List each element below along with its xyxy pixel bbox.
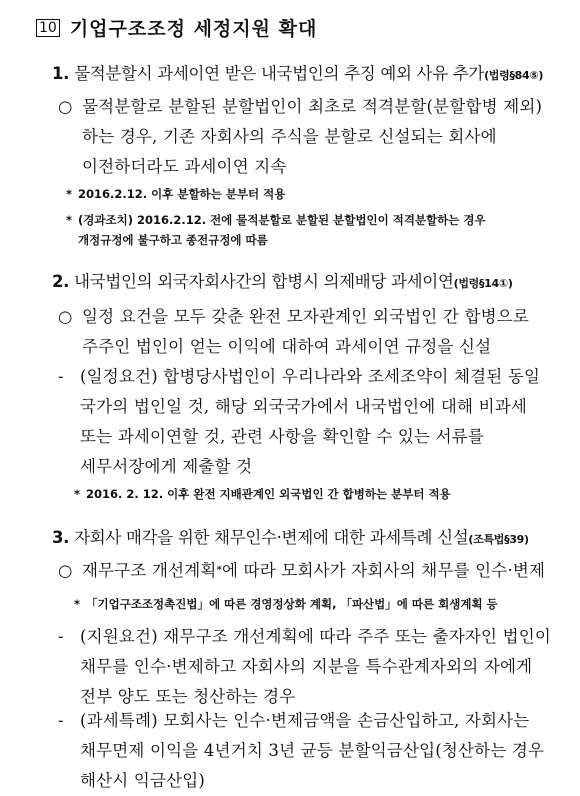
title-number-box: 10 bbox=[36, 19, 60, 37]
section-3-note bbox=[74, 594, 498, 614]
section-number: 2. bbox=[52, 272, 70, 291]
note-star: * bbox=[66, 213, 73, 227]
section-2-note bbox=[74, 484, 451, 504]
note-star: * bbox=[74, 597, 81, 611]
section-3-bullet bbox=[58, 556, 545, 586]
law-reference: (조특법§39) bbox=[468, 533, 529, 546]
section-1-heading bbox=[52, 60, 543, 84]
bullet-line: 이전하더라도 과세이연 지속 bbox=[82, 157, 287, 176]
dash-marker: - bbox=[58, 711, 64, 730]
section-number: 3. bbox=[52, 528, 70, 547]
dash-line: 해산시 익금산입) bbox=[80, 771, 206, 790]
section-2-dash bbox=[58, 362, 540, 482]
dash-line: 전부 양도 또는 청산하는 경우 bbox=[80, 687, 296, 706]
bullet-marker: ○ bbox=[58, 307, 73, 326]
dash-marker: - bbox=[58, 627, 64, 646]
section-1-note-1 bbox=[66, 184, 285, 204]
dash-line: (과세특례) 모회사는 인수·변제금액을 손금산입하고, 자회사는 bbox=[80, 711, 530, 730]
section-2-bullet bbox=[58, 302, 529, 362]
dash-line: (지원요건) 재무구조 개선계획에 따라 주주 또는 출자자인 법인이 bbox=[80, 627, 552, 646]
section-3-dash-2 bbox=[58, 706, 544, 796]
section-2-heading bbox=[52, 268, 513, 292]
dash-line: (일정요건) 합병당사법인이 우리나라와 조세조약이 체결된 동일 bbox=[80, 367, 541, 386]
note-text: 2016. 2. 12. 이후 완전 지배관계인 외국법인 간 합병하는 분부터 적용 bbox=[86, 487, 451, 501]
dash-line: 채무면제 이익을 4년거치 3년 균등 분할익금산입(청산하는 경우 bbox=[80, 741, 545, 760]
section-heading-text: 자회사 매각을 위한 채무인수·변제에 대한 과세특례 신설 bbox=[74, 528, 469, 547]
bullet-text-pre: 재무구조 개선계획 bbox=[82, 561, 217, 580]
bullet-line bbox=[58, 556, 545, 586]
note-star: * bbox=[74, 487, 81, 501]
section-heading-text: 물적분할시 과세이연 받은 내국법인의 추징 예외 사유 추가 bbox=[74, 64, 485, 83]
footnote-asterisk: * bbox=[216, 565, 222, 576]
bullet-line: 물적분할로 분할된 분할법인이 최초로 적격분할(분할합병 제외) bbox=[82, 97, 543, 116]
section-1-bullet bbox=[58, 92, 542, 182]
section-1-note-2 bbox=[66, 210, 486, 250]
dash-line: 또는 과세이연할 것, 관련 사항을 확인할 수 있는 서류를 bbox=[80, 427, 485, 446]
law-reference: (법령§14①) bbox=[453, 277, 513, 290]
dash-marker: - bbox=[58, 367, 64, 386]
note-text-continued: 개정규정에 불구하고 종전규정에 따름 bbox=[78, 233, 268, 247]
section-number: 1. bbox=[52, 64, 70, 83]
bullet-text-post: 에 따라 모회사가 자회사의 채무를 인수·변제 bbox=[222, 561, 546, 580]
section-3-dash-1 bbox=[58, 622, 551, 712]
note-text: 「기업구조조정촉진법」에 따른 경영정상화 계획, 「파산법」에 따른 회생계획 등 bbox=[86, 597, 498, 611]
section-heading-text: 내국법인의 외국자회사간의 합병시 의제배당 과세이연 bbox=[74, 272, 454, 291]
section-3-heading bbox=[52, 524, 529, 548]
note-text: (경과조치) 2016.2.12. 전에 물적분할로 분할된 분할법인이 적격분할하는 경우 bbox=[78, 213, 486, 227]
dash-line: 세무서장에게 제출할 것 bbox=[80, 457, 253, 476]
law-reference: (법령§84⑤) bbox=[484, 69, 544, 82]
bullet-line: 일정 요건을 모두 갖춘 완전 모자관계인 외국법인 간 합병으로 bbox=[82, 307, 530, 326]
document-title bbox=[36, 14, 317, 41]
bullet-line: 주주인 법인이 얻는 이익에 대하여 과세이연 규정을 신설 bbox=[82, 337, 492, 356]
bullet-line: 하는 경우, 기존 자회사의 주식을 분할로 신설되는 회사에 bbox=[82, 127, 497, 146]
bullet-marker: ○ bbox=[58, 561, 73, 580]
note-star: * bbox=[66, 187, 73, 201]
note-text: 2016.2.12. 이후 분할하는 분부터 적용 bbox=[78, 187, 286, 201]
bullet-marker: ○ bbox=[58, 97, 73, 116]
title-text: 기업구조조정 세정지원 확대 bbox=[69, 18, 318, 40]
dash-line: 국가의 법인일 것, 해당 외국국가에서 내국법인에 대해 비과세 bbox=[80, 397, 528, 416]
dash-line: 채무를 인수·변제하고 자회사의 지분을 특수관계자외의 자에게 bbox=[80, 657, 533, 676]
